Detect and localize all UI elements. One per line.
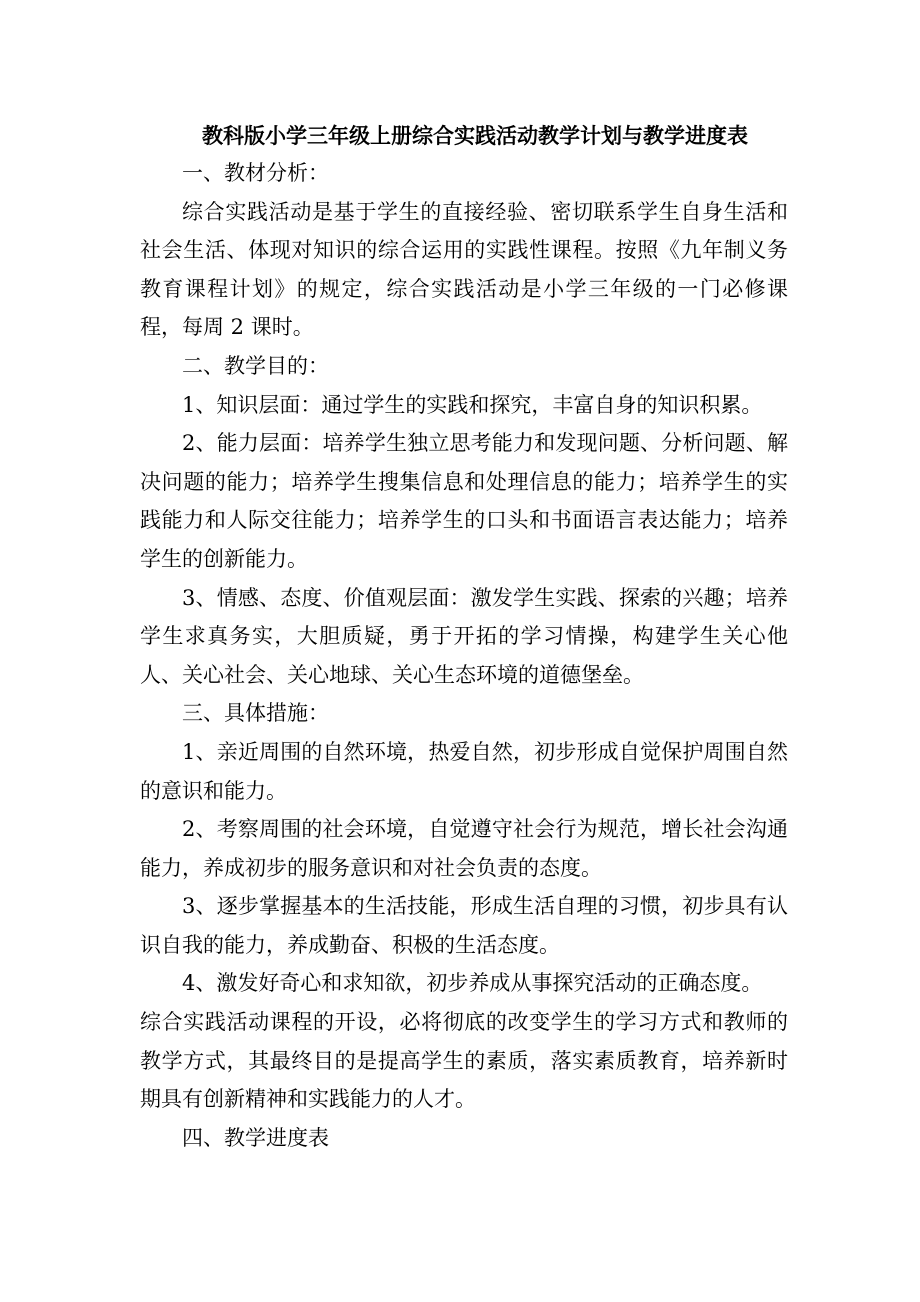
paragraph-measure-society: 2、考察周围的社会环境，自觉遵守社会行为规范，增长社会沟通能力，养成初步的服务意识和对社会负责的态度。 (140, 817, 788, 880)
document-title: 教科版小学三年级上册综合实践活动教学计划与教学进度表 (202, 123, 748, 148)
section-heading-textbook-analysis: 一、教材分析： (182, 161, 329, 185)
paragraph-measure-nature: 1、亲近周围的自然环境，热爱自然，初步形成自觉保护周围自然的意识和能力。 (140, 739, 788, 803)
paragraph-measure-curiosity: 4、激发好奇心和求知欲，初步养成从事探究活动的正确态度。 (182, 971, 763, 996)
section-heading-schedule: 四、教学进度表 (182, 1125, 329, 1150)
section-heading-teaching-goals: 二、教学目的： (182, 353, 329, 378)
paragraph-measure-life-skills: 3、逐步掌握基本的生活技能，形成生活自理的习惯，初步具有认识自我的能力，养成勤奋、积极的生活态度。 (140, 894, 788, 957)
paragraph-goal-knowledge: 1、知识层面：通过学生的实践和探究，丰富自身的知识积累。 (182, 392, 763, 417)
paragraph-textbook-analysis: 综合实践活动是基于学生的直接经验、密切联系学生自身生活和社会生活、体现对知识的综合运用的实践性课程。按照《九年制义务教育课程计划》的规定，综合实践活动是小学三年级的一门必修课程，每周 2 课时。 (140, 199, 788, 340)
paragraph-goal-emotion: 3、情感、态度、价值观层面：激发学生实践、探索的兴趣；培养学生求真务实，大胆质疑，勇于开拓的学习情操，构建学生关心他人、关心社会、关心地球、关心生态环境的道德堡垒。 (140, 585, 788, 687)
paragraph-goal-ability: 2、能力层面：培养学生独立思考能力和发现问题、分析问题、解决问题的能力；培养学生搜集信息和处理信息的能力；培养学生的实践能力和人际交往能力；培养学生的口头和书面语言表达能力；培养学生的创新能力。 (140, 431, 788, 571)
section-heading-measures: 三、具体措施： (182, 701, 329, 726)
paragraph-course-purpose: 综合实践活动课程的开设，必将彻底的改变学生的学习方式和教师的教学方式，其最终目的是提高学生的素质，落实素质教育，培养新时期具有创新精神和实践能力的人才。 (140, 1010, 788, 1112)
document-body (140, 154, 788, 1157)
